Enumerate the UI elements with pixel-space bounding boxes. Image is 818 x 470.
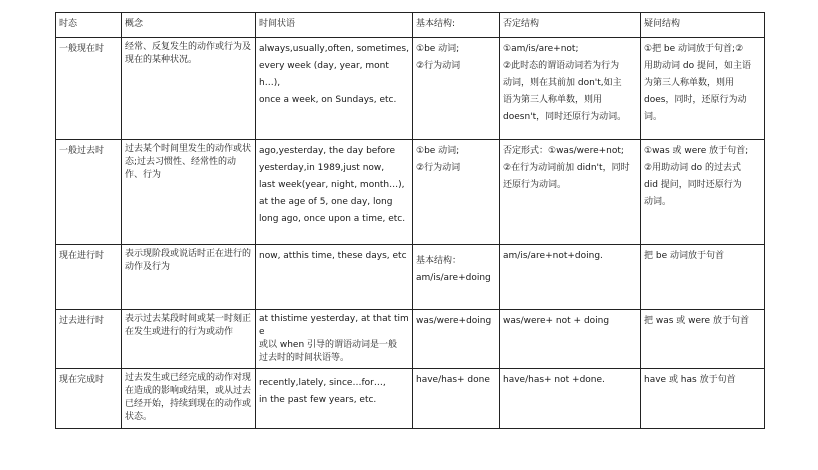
header-tense: 时态	[56, 13, 122, 38]
concept-cell: 表示现阶段或说话时正在进行的动作及行为	[122, 245, 256, 310]
tense-cell: 一般过去时	[56, 140, 122, 245]
header-question-structure: 疑问结构	[641, 13, 765, 38]
tense-cell: 现在完成时	[56, 369, 122, 429]
question-cell: have 或 has 放于句首	[641, 369, 765, 429]
table-header-row	[56, 13, 765, 38]
concept-cell: 过去发生或已经完成的动作对现在造成的影响或结果，或从过去已经开始，持续到现在的动作或状态。	[122, 369, 256, 429]
table-row	[56, 140, 765, 245]
negative-cell: was/were+ not + doing	[500, 310, 641, 369]
time-cell: ago,yesterday, the day before yesterday,in 1989,just now, last week(year, night, month…), at the age of 5, one day, long long ago, once upon a time, etc.	[256, 140, 413, 245]
time-cell: now, atthis time, these days, etc	[256, 245, 413, 310]
header-time-adverbial: 时间状语	[256, 13, 413, 38]
table-row	[56, 369, 765, 429]
time-cell: always,usually,often, sometimes, every week (day, year, month…), once a week, on Sundays, etc.	[256, 38, 413, 140]
basic-cell: have/has+ done	[413, 369, 500, 429]
header-negative-structure: 否定结构	[500, 13, 641, 38]
negative-cell: ①am/is/are+not; ②此时态的谓语动词若为行为 动词，则在其前加 don't,如主 语为第三人称单数，则用 doesn't，同时还原行为动词。	[500, 38, 641, 140]
basic-cell: was/were+doing	[413, 310, 500, 369]
question-cell: 把 be 动词放于句首	[641, 245, 765, 310]
basic-cell: 基本结构： am/is/are+doing	[413, 245, 500, 310]
concept-cell: 表示过去某段时间或某一时刻正在发生或进行的行为或动作	[122, 310, 256, 369]
header-concept: 概念	[122, 13, 256, 38]
negative-cell: have/has+ not +done.	[500, 369, 641, 429]
concept-cell: 过去某个时间里发生的动作或状态;过去习惯性、经常性的动作、行为	[122, 140, 256, 245]
concept-cell: 经常、反复发生的动作或行为及现在的某种状况。	[122, 38, 256, 140]
tense-cell: 现在进行时	[56, 245, 122, 310]
time-cell: recently,lately, since…for…, in the past few years, etc.	[256, 369, 413, 429]
grammar-tense-table	[55, 12, 765, 429]
tense-cell: 一般现在时	[56, 38, 122, 140]
basic-cell: ①be 动词; ②行为动词	[413, 140, 500, 245]
question-cell: 把 was 或 were 放于句首	[641, 310, 765, 369]
basic-cell: ①be 动词; ②行为动词	[413, 38, 500, 140]
negative-cell: am/is/are+not+doing.	[500, 245, 641, 310]
question-cell: ①把 be 动词放于句首;② 用助动词 do 提问，如主语 为第三人称单数，则用 does，同时，还原行为动 词。	[641, 38, 765, 140]
table-row	[56, 245, 765, 310]
time-cell: at thistime yesterday, at that time 或以 when 引导的谓语动词是一般 过去时的时间状语等。	[256, 310, 413, 369]
tense-cell: 过去进行时	[56, 310, 122, 369]
table-row	[56, 38, 765, 140]
header-basic-structure: 基本结构:	[413, 13, 500, 38]
negative-cell: 否定形式：①was/were+not; ②在行为动词前加 didn't，同时 还原行为动词。	[500, 140, 641, 245]
table-row	[56, 310, 765, 369]
question-cell: ①was 或 were 放于句首; ②用助动词 do 的过去式 did 提问，同时还原行为 动词。	[641, 140, 765, 245]
